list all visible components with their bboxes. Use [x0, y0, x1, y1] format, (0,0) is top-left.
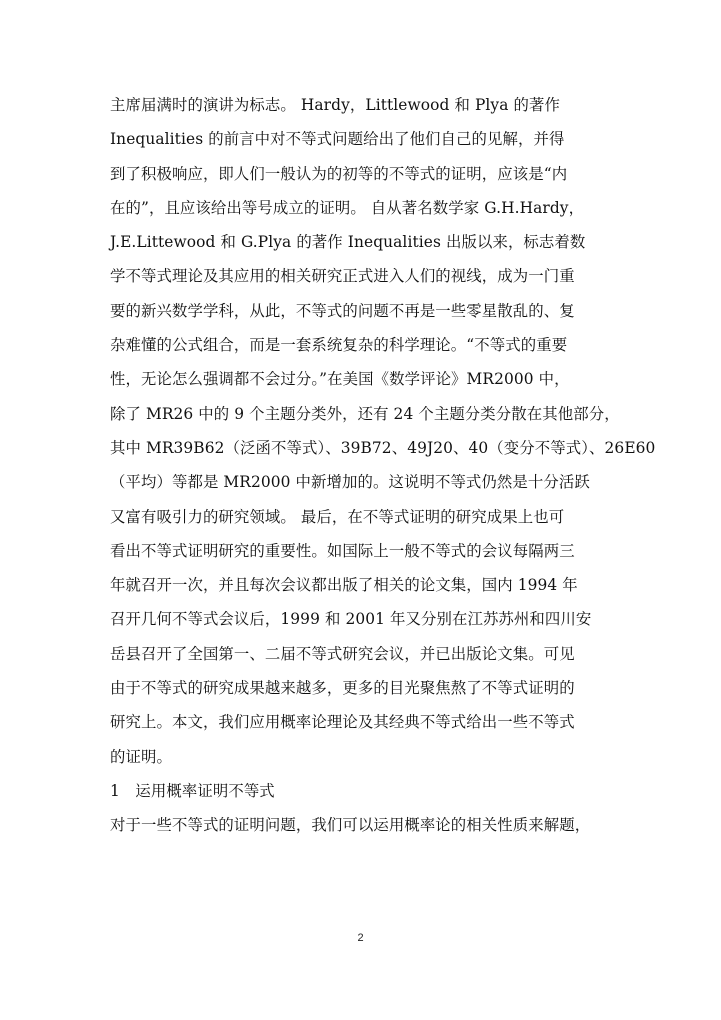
section-heading: 1 运用概率证明不等式: [110, 781, 275, 800]
text-line: 看出不等式证明研究的重要性。如国际上一般不等式的会议每隔两三: [110, 541, 575, 560]
text-line: 研究上。本文，我们应用概率论理论及其经典不等式给出一些不等式: [110, 713, 575, 732]
text-line: 其中 MR39B62（泛函不等式）、39B72、49J20、40（变分不等式）、26E60: [110, 438, 656, 457]
page-number: 2: [357, 932, 364, 944]
text-line: 年就召开一次，并且每次会议都出版了相关的论文集，国内 1994 年: [110, 576, 578, 595]
text-line: 的证明。: [110, 747, 172, 766]
text-line: 召开几何不等式会议后，1999 和 2001 年又分别在江苏苏州和四川安: [110, 610, 592, 629]
text-line: 性，无论怎么强调都不会过分。”在美国《数学评论》MR2000 中，: [110, 370, 570, 389]
text-line: （平均）等都是 MR2000 中新增加的。这说明不等式仍然是十分活跃: [110, 473, 590, 492]
body-text: [110, 88, 656, 843]
text-line: 除了 MR26 中的 9 个主题分类外，还有 24 个主题分类分散在其他部分，: [110, 404, 620, 423]
text-line: 主席届满时的演讲为标志。 Hardy，Littlewood 和 Plya 的著作: [110, 96, 560, 114]
text-line: 又富有吸引力的研究领域。 最后，在不等式证明的研究成果上也可: [110, 507, 565, 526]
text-line: J.E.Littewood 和 G.Plya 的著作 Inequalities 出版以来，标志着数: [110, 233, 586, 252]
text-line: 在的”，且应该给出等号成立的证明。 自从著名数学家 G.H.Hardy，: [110, 198, 585, 217]
text-line: 到了积极响应，即人们一般认为的初等的不等式的证明，应该是“内: [110, 164, 568, 183]
text-line: Inequalities 的前言中对不等式问题给出了他们自己的见解，并得: [110, 130, 565, 149]
text-line: 要的新兴数学学科，从此，不等式的问题不再是一些零星散乱的、复: [110, 301, 575, 320]
text-line: 岳县召开了全国第一、二届不等式研究会议，并已出版论文集。可见: [110, 644, 575, 663]
text-line: 对于一些不等式的证明问题，我们可以运用概率论的相关性质来解题，: [110, 816, 591, 835]
text-line: 学不等式理论及其应用的相关研究正式进入人们的视线，成为一门重: [110, 267, 575, 286]
text-line: 杂难懂的公式组合，而是一套系统复杂的科学理论。“不等式的重要: [110, 336, 568, 355]
text-line: 由于不等式的研究成果越来越多，更多的目光聚焦熬了不等式证明的: [110, 679, 575, 698]
